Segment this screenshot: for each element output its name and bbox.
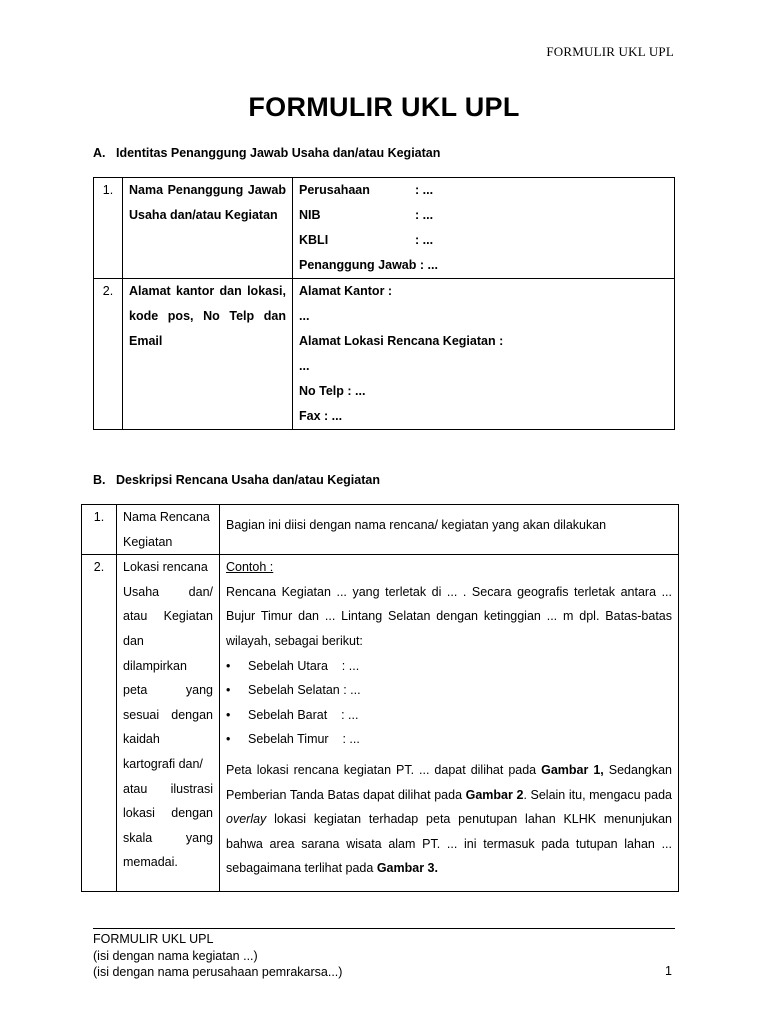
table-row [94,279,675,430]
row-label-text: Alamat kantor dan lokasi, kode pos, No Telp dan Email [129,284,286,348]
row-label [117,555,220,892]
row-value: Bagian ini diisi dengan nama rencana/ kegiatan yang akan dilakukan [220,505,679,555]
italic-term: overlay [226,812,267,827]
running-header: FORMULIR UKL UPL [546,44,674,59]
row-number: 2. [94,279,123,430]
address-line: ... [299,359,310,373]
address-line: No Telp : ... [299,384,366,398]
row-number: 1. [94,178,123,279]
footer-divider [93,928,675,929]
identity-table [93,177,675,430]
label-line: atau ilustrasi [123,781,213,796]
intro-paragraph: Rencana Kegiatan ... yang terletak di ... . Secara geografis terletak antara ... Bujur Timur dan ... Lintang Selatan dengan ketinggian ... m dpl. Batas-batas wilayah, sebagai berikut: [226,584,672,648]
bullet-icon: • [226,683,231,698]
label-line: sesuai dengan [123,707,213,722]
footer-line-3: (isi dengan nama perusahaan pemrakarsa...) [93,965,343,979]
field-key: Penanggung Jawab [299,258,417,272]
label-line: Kegiatan [123,534,173,549]
row-value [293,178,675,279]
label-line: skala yang [123,830,213,845]
label-line: kartografi dan/ [123,756,203,771]
field-nib [299,203,668,228]
list-item-text: Sebelah Utara : ... [248,658,360,673]
bullet-icon: • [226,732,231,747]
table-row [94,178,675,279]
field-value: : ... [415,233,434,247]
footer-line-1: FORMULIR UKL UPL [93,932,214,946]
label-line: dilampirkan [123,658,187,673]
row-label [117,505,220,555]
field-key: KBLI [299,233,329,247]
label-line: lokasi dengan [123,806,213,821]
field-perusahaan [299,178,668,203]
list-item [226,678,672,703]
field-value: : ... [415,183,434,197]
label-line: atau Kegiatan [123,609,213,624]
figure-ref: Gambar 3. [376,861,438,876]
text-run: . Selain itu, mengacu pada [523,787,672,802]
label-line: Nama Rencana [123,510,210,524]
row-number: 2. [82,555,117,892]
list-item [226,654,672,679]
address-line: ... [299,309,310,323]
field-key: NIB [299,208,321,222]
section-a-title: Identitas Penanggung Jawab Usaha dan/atau Kegiatan [116,146,441,160]
text-run: lokasi kegiatan terhadap peta penutupan lahan KLHK menunjukan bahwa area sarana wisata alam PT. ... ini termasuk pada tutupan lahan ... sebagaimana terlihat pada [226,812,672,876]
label-line: Lokasi rencana [123,560,208,575]
text-run: Peta lokasi rencana kegiatan PT. ... dapat dilihat pada [226,762,542,777]
address-line: Alamat Kantor : [299,284,393,298]
figure-ref: Gambar 2 [465,787,524,802]
section-a-heading [93,146,440,160]
list-item-text: Sebelah Selatan : ... [248,683,361,698]
label-line: dan [123,633,144,648]
label-line: kaidah [123,732,160,747]
cell-spacer [226,881,672,891]
list-item [226,703,672,728]
row-value [293,279,675,430]
description-table [81,504,679,892]
section-b-heading [93,473,380,487]
table-row [82,555,679,892]
page-number: 1 [665,964,672,978]
list-item [226,727,672,752]
list-item-text: Sebelah Barat : ... [248,707,359,722]
field-key: Perusahaan [299,183,370,197]
figure-ref: Gambar 1, [541,762,604,777]
label-line: peta yang [123,683,213,698]
page-footer [93,931,342,981]
page-title: FORMULIR UKL UPL [248,92,520,122]
bullet-icon: • [226,707,231,722]
label-line: memadai. [123,855,178,870]
row-value [220,555,679,892]
table-row [82,505,679,555]
row-number: 1. [82,505,117,555]
address-line: Fax : ... [299,409,343,423]
address-line: Alamat Lokasi Rencana Kegiatan : [299,334,504,348]
section-b-title: Deskripsi Rencana Usaha dan/atau Kegiatan [116,473,380,487]
map-paragraph [226,758,672,881]
label-line: Usaha dan/ [123,584,213,599]
footer-line-2: (isi dengan nama kegiatan ...) [93,948,258,963]
field-value: : ... [415,208,434,222]
list-item-text: Sebelah Timur : ... [248,732,360,747]
row-label [123,279,293,430]
example-label: Contoh : [226,560,274,575]
section-b-letter: B. [93,473,106,487]
field-value: : ... [416,258,438,272]
text-run: Sedangkan Pemberian Tanda Batas dapat dilihat pada [226,762,673,802]
section-a-letter: A. [93,146,106,160]
field-penanggung-jawab [299,253,668,278]
bullet-icon: • [226,658,231,673]
field-kbli [299,228,668,253]
row-label-text: Nama Penanggung Jawab Usaha dan/atau Kegiatan [129,183,286,222]
row-label [123,178,293,279]
